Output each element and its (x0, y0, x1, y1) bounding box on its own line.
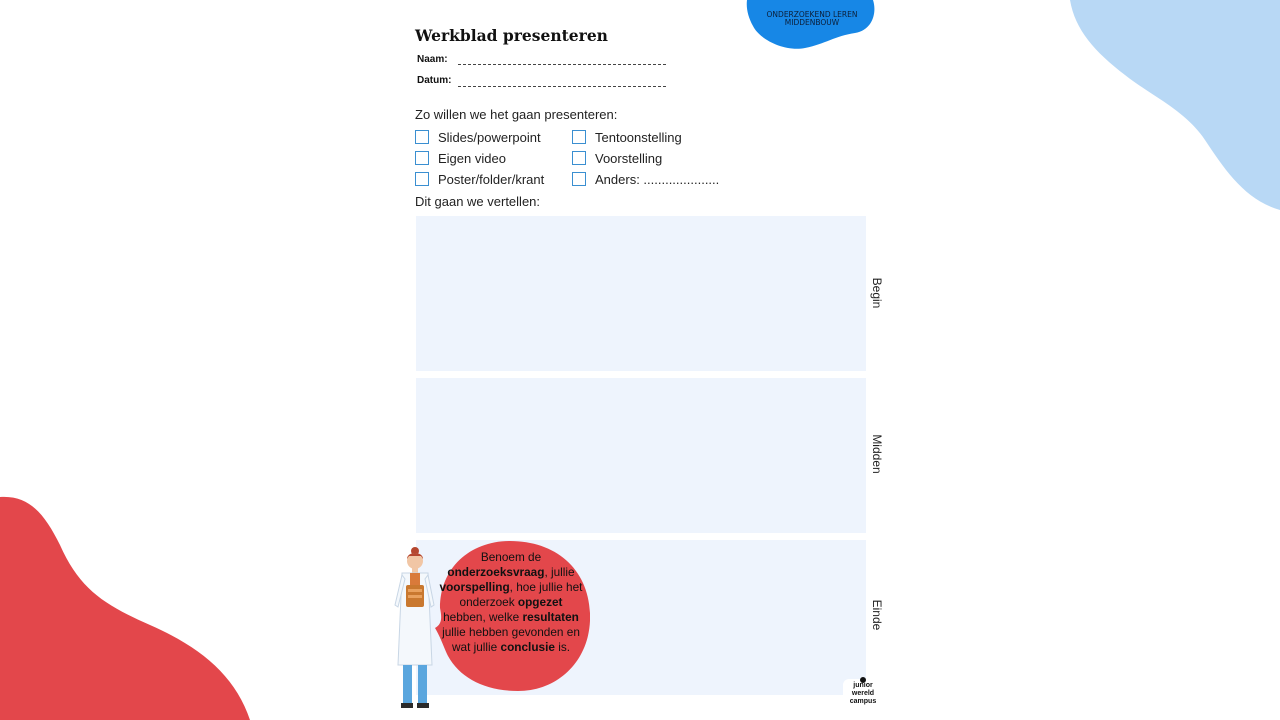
option-label: Eigen video (438, 150, 506, 166)
option-label: Slides/powerpoint (438, 129, 541, 145)
date-label: Datum: (417, 75, 452, 86)
option-video[interactable] (415, 149, 506, 167)
checkbox-icon[interactable] (572, 130, 586, 144)
option-label: Tentoonstelling (595, 129, 682, 145)
section-middle-area[interactable] (416, 378, 866, 533)
page-title: Werkblad presenteren (415, 26, 608, 45)
option-poster[interactable] (415, 170, 544, 188)
decorative-blob-bottom-left (0, 495, 252, 720)
emphasis-research-question: onderzoeksvraag (447, 565, 545, 579)
emphasis-setup: opgezet (517, 595, 563, 609)
badge-line-1: ONDERZOEKEND LEREN (766, 10, 858, 19)
checkbox-icon[interactable] (415, 172, 429, 186)
emphasis-prediction: voorspelling (439, 580, 510, 594)
option-performance[interactable] (572, 149, 662, 167)
emphasis-conclusion: conclusie (500, 640, 555, 654)
option-exhibition[interactable] (572, 128, 682, 146)
instruction-text: Benoem de onderzoeksvraag, jullie voorspelling, hoe jullie het onderzoek opgezet hebben, welke resultaten jullie hebben gevonden en wat jullie conclusie is. (439, 550, 583, 654)
date-field[interactable] (458, 86, 666, 87)
option-slides[interactable] (415, 128, 541, 146)
name-label: Naam: (417, 54, 448, 65)
emphasis-results: resultaten (522, 610, 579, 624)
option-label: Anders: ..................... (595, 171, 720, 187)
option-other[interactable] (572, 170, 719, 188)
decorative-blob-top-right (1065, 0, 1280, 212)
category-badge (745, 0, 875, 50)
name-field[interactable] (458, 64, 666, 65)
section-middle-label: Midden (870, 434, 884, 474)
badge-line-2: MIDDENBOUW (784, 18, 840, 27)
checkbox-icon[interactable] (572, 172, 586, 186)
checkbox-icon[interactable] (415, 151, 429, 165)
section-begin-label: Begin (870, 277, 884, 309)
story-heading: Dit gaan we vertellen: (415, 194, 541, 209)
checkbox-icon[interactable] (415, 130, 429, 144)
checkbox-icon[interactable] (572, 151, 586, 165)
option-label: Voorstelling (595, 150, 663, 166)
option-label: Poster/folder/krant (438, 171, 545, 187)
section-begin-area[interactable] (416, 216, 866, 371)
logo-text: junior wereld campus (849, 682, 877, 705)
presentation-heading: Zo willen we het gaan presenteren: (415, 107, 618, 122)
section-end-label: Einde (870, 599, 884, 631)
scientist-illustration (390, 545, 440, 715)
instruction-bubble (430, 538, 590, 693)
